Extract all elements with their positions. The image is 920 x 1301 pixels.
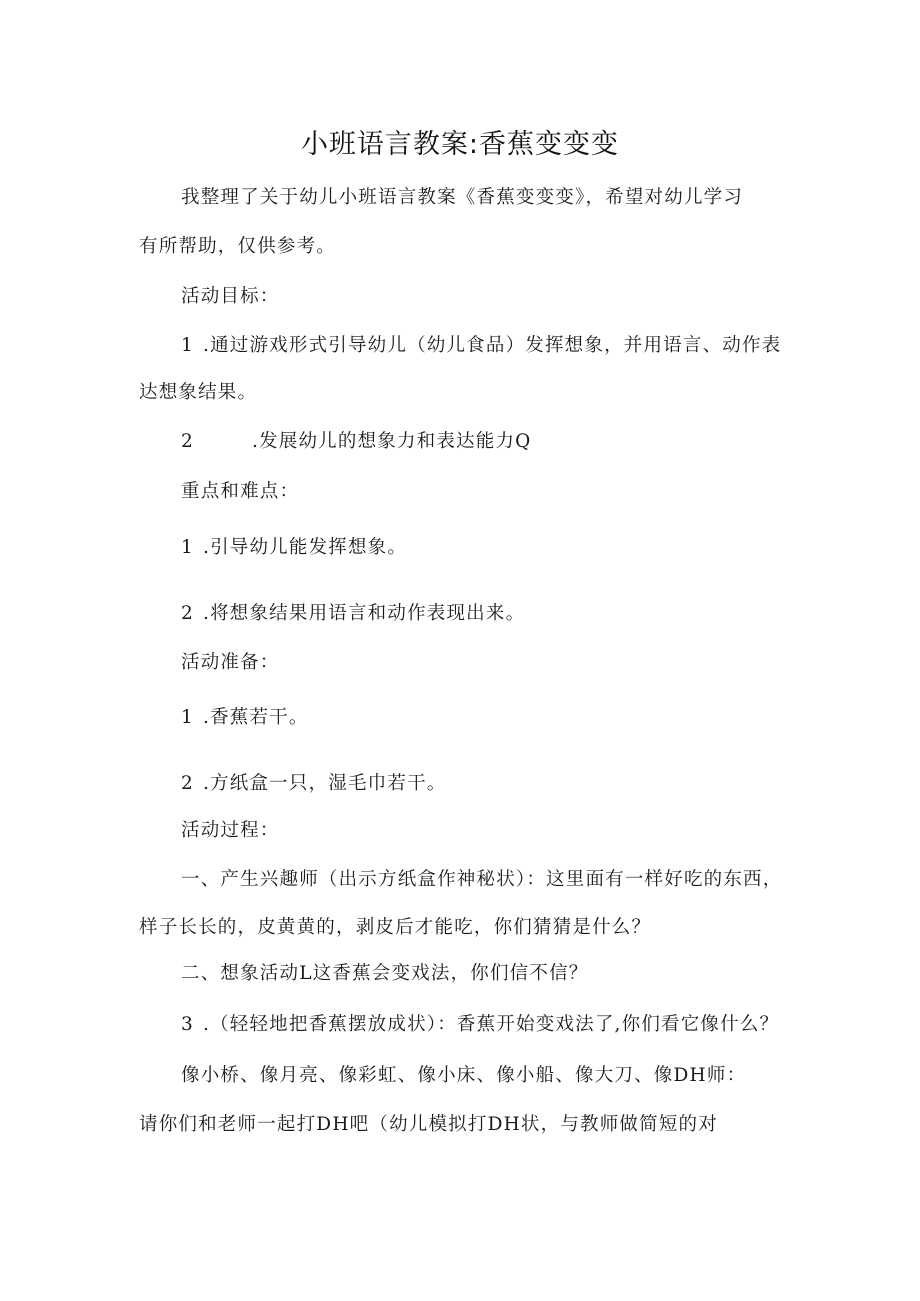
goals-heading: 活动目标： [181, 286, 280, 307]
intro-line-1: 我整理了关于幼儿小班语言教案《香蕉变变变》，希望对幼儿学习 [181, 187, 744, 208]
goal-item-1 [181, 333, 781, 359]
preparation-item-2-number: 2 [181, 773, 194, 794]
goal-item-1-number: 1 [181, 335, 194, 356]
process-step-1-line-2: 样子长长的，皮黄黄的，剥皮后才能吃，你们猜猜是什么？ [139, 917, 652, 938]
preparation-item-1 [181, 705, 309, 731]
process-step-1-line-1: 一、产生兴趣师（出示方纸盒作神秘状）：这里面有一样好吃的东西， [181, 869, 783, 890]
goal-item-1-text: .通过游戏形式引导幼儿（幼儿食品）发挥想象，并用语言、动作表 [203, 335, 782, 356]
process-para-line-1: 像小桥、像月亮、像彩虹、像小床、像小船、像大刀、像DH师： [181, 1065, 747, 1086]
process-heading: 活动过程： [181, 820, 280, 841]
goal-item-2 [181, 429, 532, 455]
process-step-2: 二、想象活动L这香蕉会变戏法，你们信不信？ [181, 963, 589, 984]
goal-item-2-number: 2 [181, 431, 194, 452]
key-point-item-2 [181, 601, 525, 627]
key-point-item-2-number: 2 [181, 603, 194, 624]
process-step-3-text: .（轻轻地把香蕉摆放成状）：香蕉开始变戏法了,你们看它像什么？ [203, 1014, 780, 1035]
preparation-item-1-text: .香蕉若干。 [203, 707, 309, 728]
process-step-3-number: 3 [181, 1014, 194, 1035]
preparation-item-2 [181, 771, 446, 797]
goal-item-2-text: .发展幼儿的想象力和表达能力Q [251, 431, 532, 452]
process-para-line-2: 请你们和老师一起打DH吧（幼儿模拟打DH状，与教师做简短的对 [139, 1114, 718, 1135]
preparation-item-2-text: .方纸盒一只，湿毛巾若干。 [203, 773, 447, 794]
preparation-heading: 活动准备： [181, 652, 280, 673]
key-point-item-1-text: .引导幼儿能发挥想象。 [203, 537, 408, 558]
key-point-item-1-number: 1 [181, 537, 194, 558]
page-title: 小班语言教案:香蕉变变变 [300, 129, 620, 160]
goal-item-1-continued: 达想象结果。 [139, 382, 258, 403]
preparation-item-1-number: 1 [181, 707, 194, 728]
process-step-3 [181, 1012, 779, 1038]
key-points-heading: 重点和难点： [181, 481, 300, 502]
key-point-item-1 [181, 535, 407, 561]
intro-line-2: 有所帮助，仅供参考。 [139, 236, 337, 257]
key-point-item-2-text: .将想象结果用语言和动作表现出来。 [203, 603, 526, 624]
